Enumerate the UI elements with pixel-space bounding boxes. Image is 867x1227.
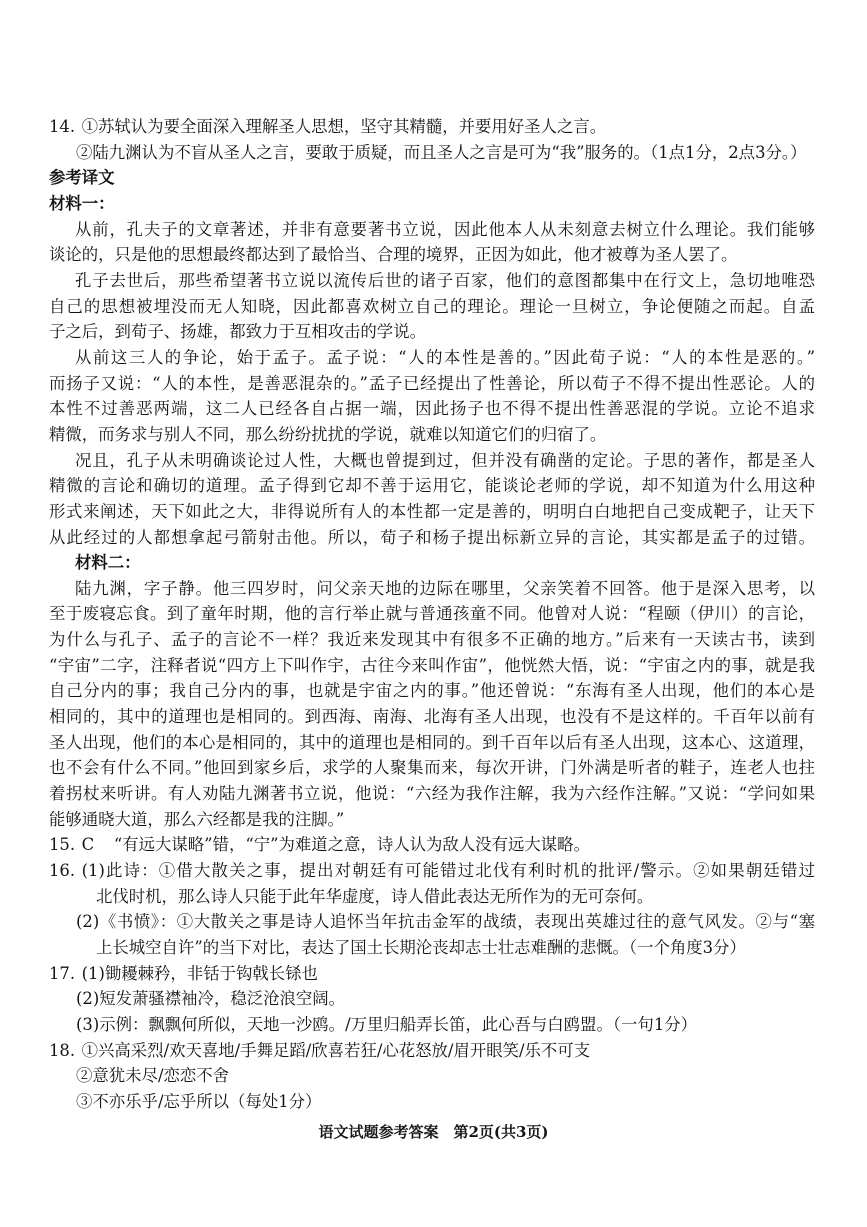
q16-part-2-line-1 (49, 909, 815, 935)
paragraph-line: 精微的言论和确切的道理。孟子得到它却不善于运用它，能谈论老师的学说，却不知道为什么用这种 (49, 476, 815, 496)
answer-text: 示例：飘飘何所似，天地一沙鸥。/万里归船弄长笛，此心吾与白鸥盟。（一句1分） (99, 1014, 698, 1034)
q15-line (49, 832, 815, 858)
paragraph-line: 而扬子又说：“人的本性，是善恶混杂的。”孟子已经提出了性善论，所以荀子不得不提出性恶论。人的 (49, 373, 815, 393)
material-2-paragraph (49, 576, 815, 833)
question-number: 15. (49, 835, 76, 855)
paragraph-line: 从前，孔夫子的文章著述，并非有意要著书立说，因此他本人从未刻意去树立什么理论。我们能够 (75, 219, 815, 239)
material-1-label: 材料一： (49, 193, 115, 213)
paragraph-line: 本性不过善恶两端，这二人已经各自占据一端，因此扬子也不得不提出性善恶混的学说。立论不追求 (49, 399, 815, 419)
q18-item-3: ③不亦乐乎/忘乎所以（每处1分） (76, 1091, 322, 1111)
paragraph-line: 也不会有什么不同。”他回到家乡后，求学的人聚集而来，每次开讲，门外满是听者的鞋子，连老人也拄 (49, 758, 815, 778)
paragraph-line: 为什么与孔子、孟子的言论不一样？我近来发现其中有很多不正确的地方。”后来有一天读古书，读到 (49, 630, 815, 650)
translation-heading: 参考译文 (49, 168, 115, 188)
paragraph-line: 孔子去世后，那些希望著书立说以流传后世的诸子百家，他们的意图都集中在行文上，急切地唯恐 (75, 270, 815, 290)
paragraph-line: 能够通晓大道，那么六经都是我的注脚。” (49, 809, 345, 829)
material-2-label: 材料二： (75, 553, 141, 573)
paragraph-line: 精微，而务求与别人不同，那么纷纷扰扰的学说，就难以知道它们的归宿了。 (49, 424, 607, 444)
q16-part-1-line-1 (49, 858, 815, 884)
paragraph-line: 自己的思想被埋没而无人知晓，因此都喜欢树立自己的理论。理论一旦树立，争论便随之而起。自孟 (49, 296, 815, 316)
q17-part-2 (49, 986, 815, 1012)
paragraph-line: 至于废寝忘食。到了童年时期，他的言行举止就与普通孩童不同。他曾对人说：“程颐（伊川）的言论， (49, 604, 815, 624)
q15-explanation: “有远大谋略”错，“宁”为难道之意，诗人认为敌人没有远大谋略。 (113, 835, 590, 855)
page-footer: 语文试题参考答案 第2页(共3页) (318, 1123, 549, 1141)
question-number: 18. (49, 1040, 76, 1060)
paragraph-line: 形式来阐述，天下如此之大，非得说所有人的本性都一定是善的，明明白白地把自己变成靶子，让天下 (49, 501, 815, 521)
q18-item-1 (49, 1038, 815, 1064)
part-label: (2) (76, 912, 100, 932)
q17-part-1 (49, 961, 815, 987)
q18-item-2: ②意犹未尽/恋恋不舍 (76, 1066, 230, 1086)
answer-text: 短发萧骚襟袖冷，稳泛沧浪空阔。 (99, 989, 346, 1009)
answer-text: 此诗：①借大散关之事，提出对朝廷有可能错过北伐有利时机的批评/警示。②如果朝廷错过 (104, 861, 815, 881)
material-1-paragraph (49, 268, 815, 345)
q16-part-2-line-2: 上长城空自许”的当下对比，表达了国土长期沦丧却志士壮志难酬的悲慨。（一个角度3分） (96, 938, 746, 957)
paragraph-line: 自己分内的事；我自己分内的事，也就是宇宙之内的事。”他还曾说：“东海有圣人出现，他们的本心是 (49, 681, 815, 701)
q14-point-1: ①苏轼认为要全面深入理解圣人思想，坚守其精髓，并要用好圣人之言。 (81, 117, 607, 136)
answer-key-page (49, 114, 815, 1115)
paragraph-line: 况且，孔子从未明确谈论过人性，大概也曾提到过，但并没有确凿的定论。子思的著作，都是圣人 (75, 450, 815, 470)
answer-text: ①兴高采烈/欢天喜地/手舞足蹈/欣喜若狂/心花怒放/眉开眼笑/乐不可支 (81, 1040, 591, 1060)
material-1-paragraph (49, 345, 815, 448)
paragraph-line: 着拐杖来听讲。有人劝陆九渊著书立说，他说：“六经为我作注解，我为六经作注解。”又说：“学问如果 (49, 784, 815, 804)
paragraph-line: 陆九渊，字子静。他三四岁时，问父亲天地的边际在哪里，父亲笑着不回答。他于是深入思考，以 (75, 578, 815, 598)
part-label: (2) (76, 989, 100, 1009)
paragraph-line: 从前这三人的争论，始于孟子。孟子说：“人的本性是善的。”因此荀子说：“人的本性是恶的。” (75, 347, 815, 367)
question-number: 17. (49, 963, 76, 983)
answer-text: 锄耰棘矜，非铦于钩戟长铩也 (104, 963, 318, 983)
paragraph-line: 子之后，到荀子、扬雄，都致力于互相攻击的学说。 (49, 322, 426, 342)
q14-point-2: ②陆九渊认为不盲从圣人之言，要敢于质疑，而且圣人之言是可为“我”服务的。（1点1分，2点3分。） (76, 142, 807, 162)
paragraph-line: 相同的，其中的道理也是相同的。到西海、南海、北海有圣人出现，也没有不是这样的。千百年以前有 (49, 707, 815, 727)
q17-part-3 (49, 1012, 815, 1038)
part-label: (1) (81, 861, 105, 881)
paragraph-line: “宇宙”二字，注释者说“四方上下叫作宇，古往今来叫作宙”，他恍然大悟，说：“宇宙之内的事，就是我 (49, 655, 815, 675)
paragraph-line: 谈论的，只是他的思想最终都达到了最恰当、合理的境界，正因为如此，他才被尊为圣人罢了。 (49, 245, 738, 265)
material-1-paragraph (49, 217, 815, 268)
paragraph-line: 圣人出现，他们的本心是相同的，其中的道理也是相同的。到千百年以后有圣人出现，这本心、这道理， (49, 732, 815, 752)
paragraph-line: 从此经过的人都想拿起弓箭射击他。所以，荀子和杨子提出标新立异的言论，其实都是孟子的过错。 (49, 527, 815, 547)
question-number: 14. (49, 117, 76, 136)
q16-part-1-line-2: 北伐时机，那么诗人只能于此年华虚度，诗人借此表达无所作为的无可奈何。 (96, 886, 654, 906)
q14-line-1 (49, 114, 815, 140)
part-label: (3) (76, 1014, 100, 1034)
answer-text: 《书愤》：①大散关之事是诗人追怀当年抗击金军的战绩，表现出英雄过往的意气风发。②与“塞 (99, 912, 815, 932)
q15-answer: C (81, 835, 95, 855)
part-label: (1) (81, 963, 105, 983)
question-number: 16. (49, 861, 76, 881)
material-1-paragraph (49, 448, 815, 551)
